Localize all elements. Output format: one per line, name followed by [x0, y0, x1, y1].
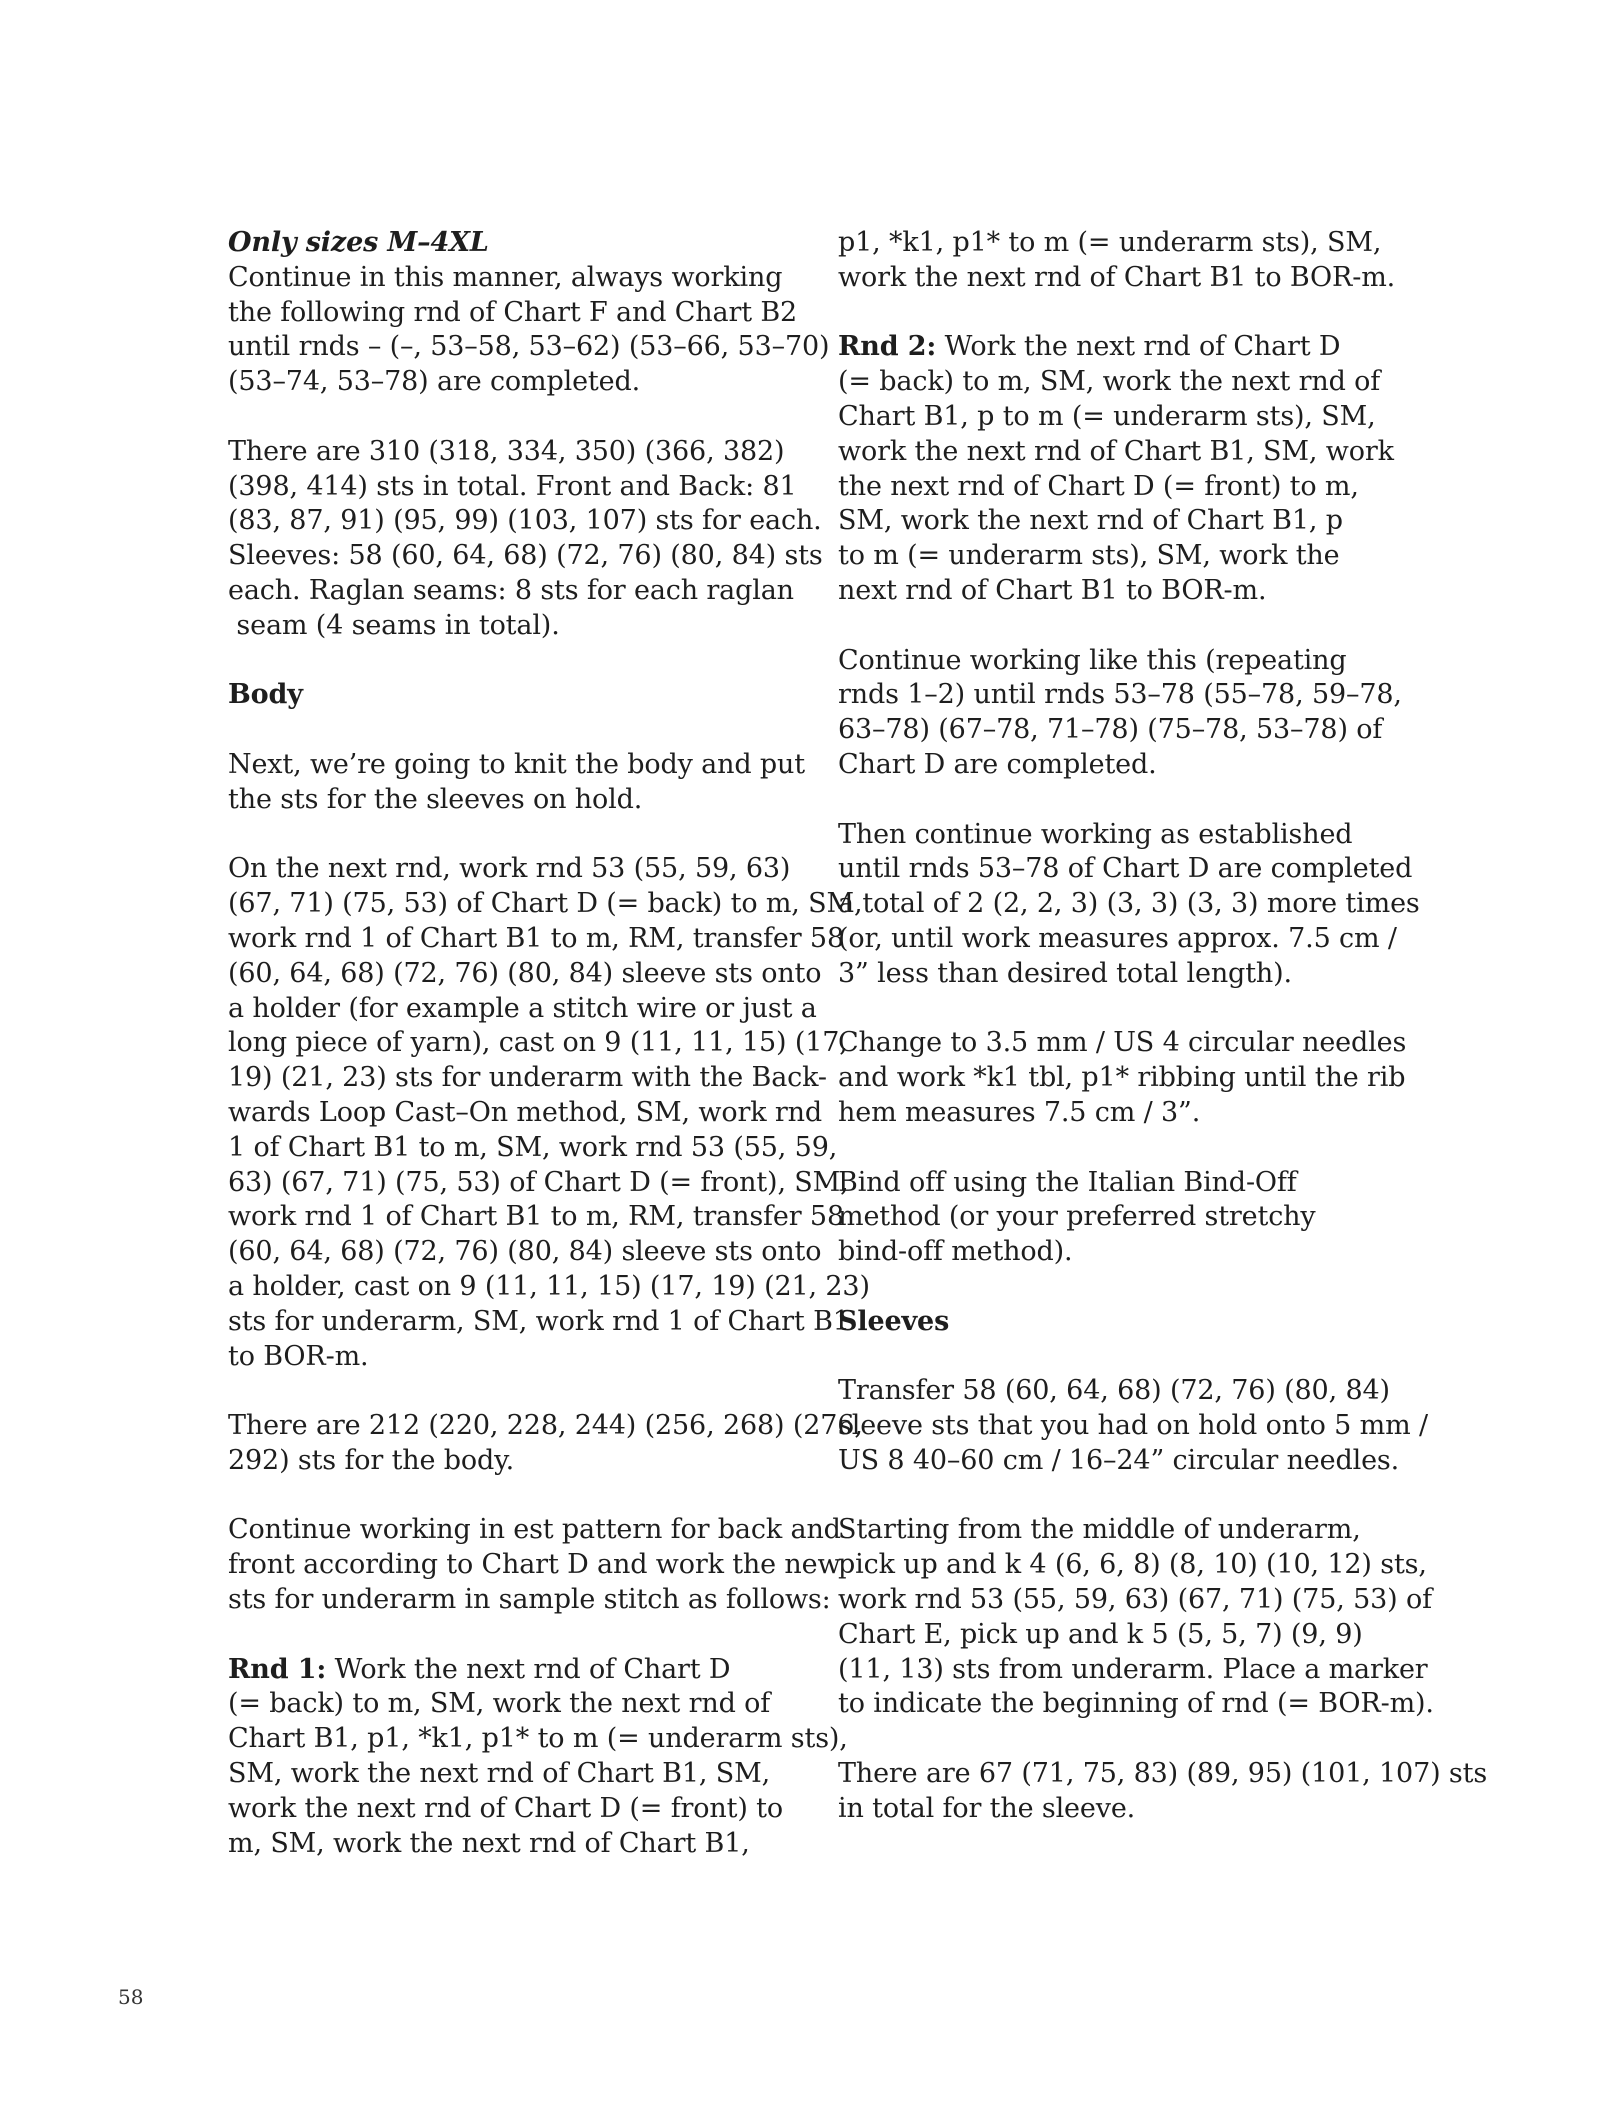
paragraph-rnd-1-continued [838, 226, 1438, 296]
paragraph-continue-est [228, 1513, 841, 1617]
paragraph-then-continue [838, 818, 1438, 992]
text-line [228, 1653, 828, 1688]
sleeves-heading: Sleeves [838, 1305, 950, 1337]
text-line: Continue working in est pattern for back and [228, 1514, 841, 1546]
text-line: (53–74, 53–78) are completed. [228, 366, 641, 398]
text-line: (= back) to m, SM, work the next rnd of [228, 1688, 771, 1720]
text-line: front according to Chart D and work the new [228, 1549, 841, 1581]
text-line: (398, 414) sts in total. Front and Back: 81 [228, 470, 797, 502]
text-line: Chart D are completed. [838, 748, 1157, 780]
left-column [228, 226, 870, 1861]
text-line: Transfer 58 (60, 64, 68) (72, 76) (80, 84) [838, 1375, 1390, 1407]
text-line: next rnd of Chart B1 to BOR-m. [838, 574, 1267, 606]
text-line: Bind off using the Italian Bind-Off [838, 1166, 1297, 1198]
text-line: seam (4 seams in total). [228, 609, 560, 641]
text-line [838, 330, 1438, 365]
text-line: (11, 13) sts from underarm. Place a marker [838, 1653, 1428, 1685]
text-line: (60, 64, 68) (72, 76) (80, 84) sleeve sts onto [228, 1236, 822, 1268]
text-line: and work *k1 tbl, p1* ribbing until the rib [838, 1062, 1406, 1094]
paragraph-pick-up [838, 1513, 1438, 1722]
text-line: m, SM, work the next rnd of Chart B1, [228, 1827, 750, 1859]
text-line: rnds 1–2) until rnds 53–78 (55–78, 59–78, [838, 679, 1402, 711]
text-line: There are 310 (318, 334, 350) (366, 382) [228, 435, 785, 467]
text-line: Chart B1, p1, *k1, p1* to m (= underarm sts), [228, 1723, 848, 1755]
text-line: a holder (for example a stitch wire or just a [228, 992, 817, 1024]
text-line: p1, *k1, p1* to m (= underarm sts), SM, [838, 227, 1382, 258]
text-line: Continue working like this (repeating [838, 644, 1347, 676]
text-line: SM, work the next rnd of Chart B1, p [838, 505, 1343, 537]
text-line: to indicate the beginning of rnd (= BOR-m). [838, 1688, 1434, 1720]
text-line: 19) (21, 23) sts for underarm with the Back- [228, 1062, 827, 1094]
text-line: (or, until work measures approx. 7.5 cm / [838, 922, 1397, 954]
text-line: (= back) to m, SM, work the next rnd of [838, 366, 1381, 398]
text-line: work the next rnd of Chart B1 to BOR-m. [838, 261, 1396, 293]
text-line: SM, work the next rnd of Chart B1, SM, [228, 1758, 771, 1790]
text-line: wards Loop Cast–On method, SM, work rnd [228, 1096, 822, 1128]
text-line: the sts for the sleeves on hold. [228, 783, 643, 815]
text-line: 63–78) (67–78, 71–78) (75–78, 53–78) of [838, 714, 1383, 746]
text-line: Starting from the middle of underarm, [838, 1514, 1361, 1546]
text-line: method (or your preferred stretchy [838, 1201, 1316, 1233]
text-line: Next, we’re going to knit the body and put [228, 748, 805, 780]
rnd-2-label: Rnd 2: [838, 331, 937, 363]
text-line: Chart B1, p to m (= underarm sts), SM, [838, 400, 1376, 432]
paragraph-stitch-totals [228, 435, 828, 644]
rnd-1-label: Rnd 1: [228, 1653, 327, 1685]
text-line: to m (= underarm sts), SM, work the [838, 540, 1340, 572]
text-line: a holder, cast on 9 (11, 11, 15) (17, 19) (21, 23) [228, 1270, 870, 1302]
paragraph-body-intro [228, 748, 828, 818]
rnd-1-first-line: Work the next rnd of Chart D [326, 1653, 731, 1685]
text-line: work the next rnd of Chart B1, SM, work [838, 435, 1394, 467]
text-line: 1 of Chart B1 to m, SM, work rnd 53 (55, 59, [228, 1131, 838, 1163]
text-line: the following rnd of Chart F and Chart B2 [228, 296, 798, 328]
paragraph-transfer-sleeve [838, 1374, 1438, 1478]
text-line: There are 212 (220, 228, 244) (256, 268) (276, [228, 1410, 863, 1442]
paragraph-rnd-2 [838, 330, 1438, 608]
text-line: (60, 64, 68) (72, 76) (80, 84) sleeve sts onto [228, 957, 822, 989]
text-line: hem measures 7.5 cm / 3”. [838, 1096, 1201, 1128]
text-line: 292) sts for the body. [228, 1444, 515, 1476]
text-line: sleeve sts that you had on hold onto 5 mm / [838, 1410, 1428, 1442]
text-line: Then continue working as established [838, 818, 1353, 850]
text-line: sts for underarm, SM, work rnd 1 of Chart B1 [228, 1305, 850, 1337]
text-line: Continue in this manner, always working [228, 261, 783, 293]
text-line: work rnd 53 (55, 59, 63) (67, 71) (75, 53) of [838, 1584, 1432, 1616]
text-line: (83, 87, 91) (95, 99) (103, 107) sts for each. [228, 505, 822, 537]
text-line: pick up and k 4 (6, 6, 8) (8, 10) (10, 12) sts, [838, 1549, 1427, 1581]
page-number: 58 [118, 1985, 144, 2009]
paragraph-continue-repeating [838, 644, 1438, 783]
text-line: 63) (67, 71) (75, 53) of Chart D (= front), SM, [228, 1166, 849, 1198]
text-line: There are 67 (71, 75, 83) (89, 95) (101, 107) sts [838, 1758, 1488, 1790]
paragraph-next-rnd [228, 852, 870, 1374]
text-line: work the next rnd of Chart D (= front) to [228, 1792, 783, 1824]
text-line: Change to 3.5 mm / US 4 circular needles [838, 1027, 1407, 1059]
paragraph-sleeve-total [838, 1757, 1488, 1827]
rnd-2-first-line: Work the next rnd of Chart D [936, 331, 1341, 363]
text-line: long piece of yarn), cast on 9 (11, 11, 15) (17, [228, 1027, 848, 1059]
text-line: 3” less than desired total length). [838, 957, 1292, 989]
text-line: in total for the sleeve. [838, 1792, 1136, 1824]
paragraph-continue-manner [228, 261, 828, 400]
text-line: work rnd 1 of Chart B1 to m, RM, transfer 58 [228, 922, 844, 954]
text-line: until rnds 53–78 of Chart D are completed [838, 853, 1413, 885]
text-line: until rnds – (–, 53–58, 53–62) (53–66, 53–70) [228, 331, 830, 363]
text-line: work rnd 1 of Chart B1 to m, RM, transfer 58 [228, 1201, 844, 1233]
text-line: bind-off method). [838, 1236, 1073, 1268]
text-line: sts for underarm in sample stitch as follows: [228, 1584, 831, 1616]
paragraph-body-sts [228, 1409, 863, 1479]
body-heading: Body [228, 679, 303, 711]
paragraph-change-needles [838, 1026, 1438, 1130]
text-line: a total of 2 (2, 2, 3) (3, 3) (3, 3) more times [838, 888, 1420, 920]
sizes-heading: Only sizes M–4XL [228, 227, 489, 258]
text-line: to BOR-m. [228, 1340, 369, 1372]
text-line: the next rnd of Chart D (= front) to m, [838, 470, 1359, 502]
text-line: Chart E, pick up and k 5 (5, 5, 7) (9, 9) [838, 1618, 1363, 1650]
text-line: Sleeves: 58 (60, 64, 68) (72, 76) (80, 84) sts [228, 540, 823, 572]
text-line: On the next rnd, work rnd 53 (55, 59, 63) [228, 853, 791, 885]
paragraph-rnd-1 [228, 1653, 848, 1862]
text-line: US 8 40–60 cm / 16–24” circular needles. [838, 1444, 1400, 1476]
paragraph-bind-off [838, 1166, 1438, 1270]
text-line: each. Raglan seams: 8 sts for each raglan [228, 574, 794, 606]
text-line: (67, 71) (75, 53) of Chart D (= back) to m, SM, [228, 888, 863, 920]
right-column [838, 226, 1488, 1827]
